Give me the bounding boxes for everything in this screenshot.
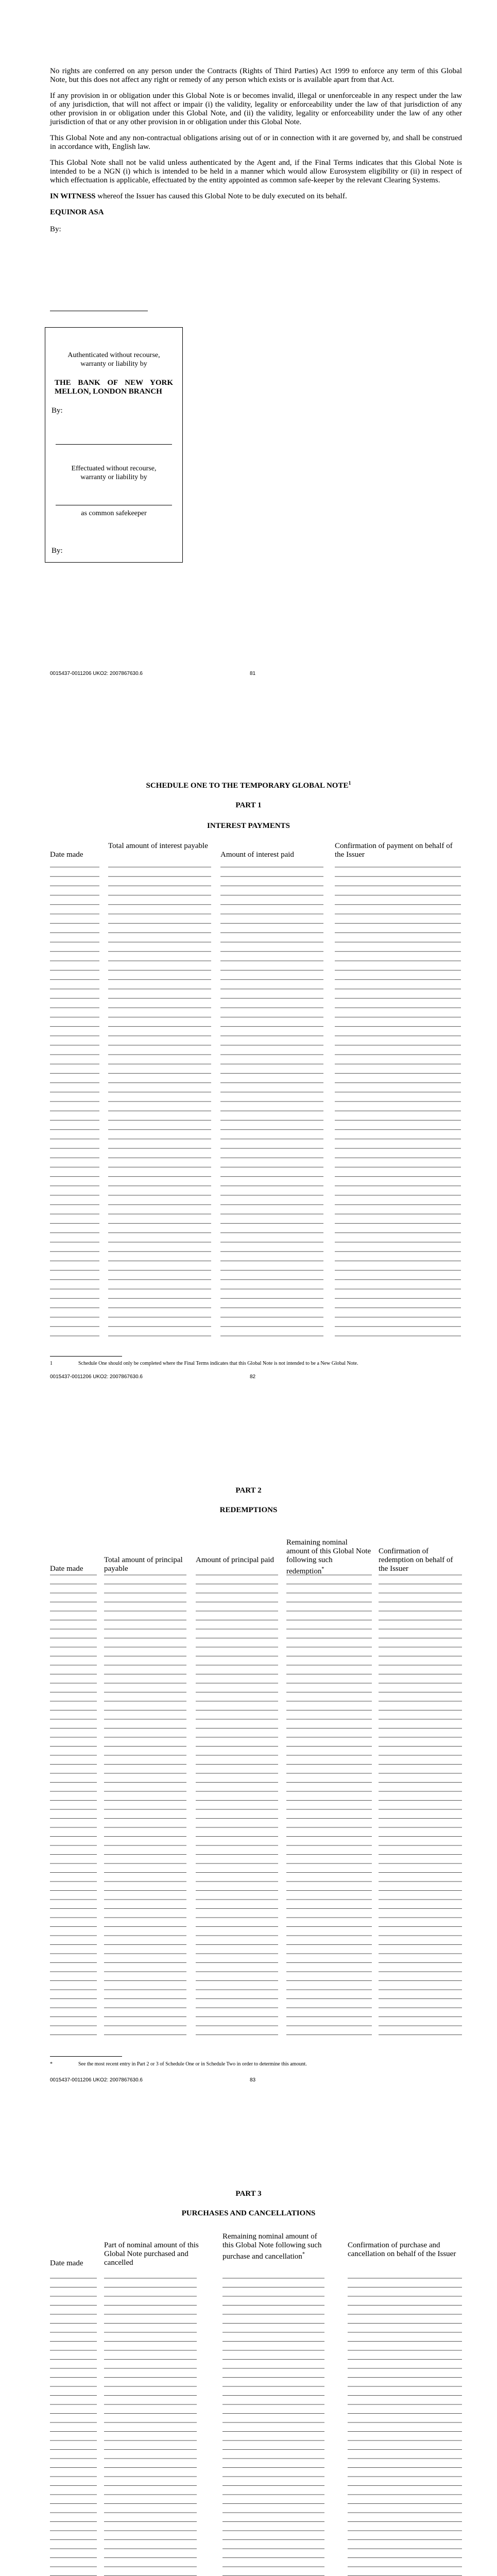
column-header-footnote-ref: *: [302, 2251, 305, 2257]
footnote-text: Schedule One should only be completed where the Final Terms indicates that this Global Note is not intended to be a New Global Note.: [78, 1361, 358, 1366]
page-84: [0, 2110, 497, 2576]
footer-reference: 0015437-0011206 UKO2: 2007867630.6: [50, 671, 143, 676]
column-header-interest-payable: Total amount of interest payable: [108, 842, 208, 850]
paragraph-third-party-rights: No rights are conferred on any person under the Contracts (Rights of Third Parties) Act 1999 to enforce any term of this Global Note, but this does not affect any right or remedy of any person which exists or is available apart from that Act.: [50, 67, 462, 84]
footnote-text: See the most recent entry in Part 2 or 3 of Schedule One or in Schedule Two in order to determine this amount.: [78, 2061, 307, 2067]
page-footer: [50, 671, 256, 676]
redemptions-table-lines: [0, 1406, 497, 2110]
agent-signature-line: [56, 444, 172, 445]
column-header-principal-payable: Total amount of principal payable: [104, 1556, 183, 1573]
paragraph-authentication: This Global Note shall not be valid unless authenticated by the Agent and, if the Final Terms indicates that this Global Note is intended to be a NGN (i) which is intended to be held in a manner which would allow Eurosystem eligibility or (ii) in respect of which effectuation is applicable, effectuated by the entity appointed as common safe-keeper by the relevant Clearing Systems.: [50, 159, 462, 184]
part-heading: PART 1: [235, 801, 262, 809]
authenticated-text: Authenticated without recourse, warranty or liability by: [67, 351, 160, 368]
in-witness-lead: IN WITNESS: [50, 192, 96, 200]
footer-reference: 0015437-0011206 UKO2: 2007867630.6: [50, 1374, 143, 1380]
interest-payments-table-lines: [0, 703, 497, 1406]
agent-by-label: By:: [52, 406, 63, 415]
page-footer: [50, 2077, 256, 2083]
schedule-title-text: SCHEDULE ONE TO THE TEMPORARY GLOBAL NOTE: [146, 782, 349, 790]
part-heading: PART 2: [235, 1486, 262, 1495]
page-number: 81: [250, 671, 256, 676]
paragraph-severability: If any provision in or obligation under this Global Note is or becomes invalid, illegal or unenforceable in any respect under the law of any jurisdiction, that will not affect or impair (i) the validity, legality or enforceability under the law of that jurisdiction of any other provision in or obligation under this Global Note, and (ii) the validity, legality or enforceability under the law of any other jurisdiction of that or any other provision in or obligation under this Global Note.: [50, 92, 462, 126]
column-header-confirmation-payment: Confirmation of payment on behalf of the Issuer: [335, 842, 453, 859]
footnote-marker: 1: [50, 1361, 53, 1366]
page-83: [0, 1406, 497, 2110]
footnote-separator: [50, 2056, 122, 2057]
safekeeper-label: as common safekeeper: [81, 510, 147, 517]
safekeeper-by-label: By:: [52, 547, 63, 555]
column-header-footnote-ref: *: [321, 1566, 324, 1572]
column-header-remaining-nominal-text: Remaining nominal amount of this Global Note following such purchase and cancellation: [222, 2232, 322, 2261]
column-header-part-purchased: Part of nominal amount of this Global Note purchased and cancelled: [104, 2241, 199, 2267]
page-82: [0, 703, 497, 1406]
footnote: [50, 2061, 307, 2067]
agent-bank-name: THE BANK OF NEW YORK MELLON, LONDON BRANCH: [55, 379, 173, 396]
column-header-date-made: Date made: [50, 1565, 83, 1573]
effectuated-text: Effectuated without recourse, warranty or liability by: [71, 465, 157, 481]
paragraph-in-witness: [50, 192, 462, 201]
footnote-separator: [50, 1356, 122, 1357]
part-heading: PART 3: [235, 2190, 262, 2198]
body-text: [50, 67, 462, 252]
column-header-confirmation-purchase: Confirmation of purchase and cancellation on behalf of the Issuer: [348, 2241, 456, 2258]
in-witness-rest: whereof the Issuer has caused this Global Note to be duly executed on its behalf.: [95, 192, 347, 200]
page-number: 83: [250, 2077, 256, 2083]
section-subtitle: PURCHASES AND CANCELLATIONS: [181, 2209, 316, 2217]
section-subtitle: INTEREST PAYMENTS: [207, 822, 290, 830]
footnote-marker: *: [50, 2061, 53, 2067]
column-header-interest-paid: Amount of interest paid: [220, 851, 294, 859]
footnote: [50, 1361, 358, 1366]
footer-reference: 0015437-0011206 UKO2: 2007867630.6: [50, 2077, 143, 2083]
column-header-confirmation-redemption: Confirmation of redemption on behalf of the Issuer: [379, 1547, 453, 1573]
page-footer: [50, 1374, 256, 1380]
page-number: 82: [250, 1374, 256, 1380]
section-subtitle: REDEMPTIONS: [219, 1506, 278, 1514]
column-header-date-made: Date made: [50, 2259, 83, 2267]
issuer-by-label: By:: [50, 225, 61, 233]
column-header-date-made: Date made: [50, 851, 83, 859]
authentication-box: [45, 327, 183, 563]
purchases-table-lines: [0, 2110, 497, 2576]
page-81: [0, 0, 497, 703]
column-header-remaining-nominal-text: Remaining nominal amount of this Global Note following such redemption: [286, 1538, 371, 1575]
issuer-name: EQUINOR ASA: [50, 208, 104, 216]
schedule-title-footnote-ref: 1: [348, 781, 351, 786]
paragraph-governing-law: This Global Note and any non-contractual obligations arising out of or in connection with it are governed by, and shall be construed in accordance with, English law.: [50, 134, 462, 151]
column-header-principal-paid: Amount of principal paid: [196, 1556, 275, 1564]
